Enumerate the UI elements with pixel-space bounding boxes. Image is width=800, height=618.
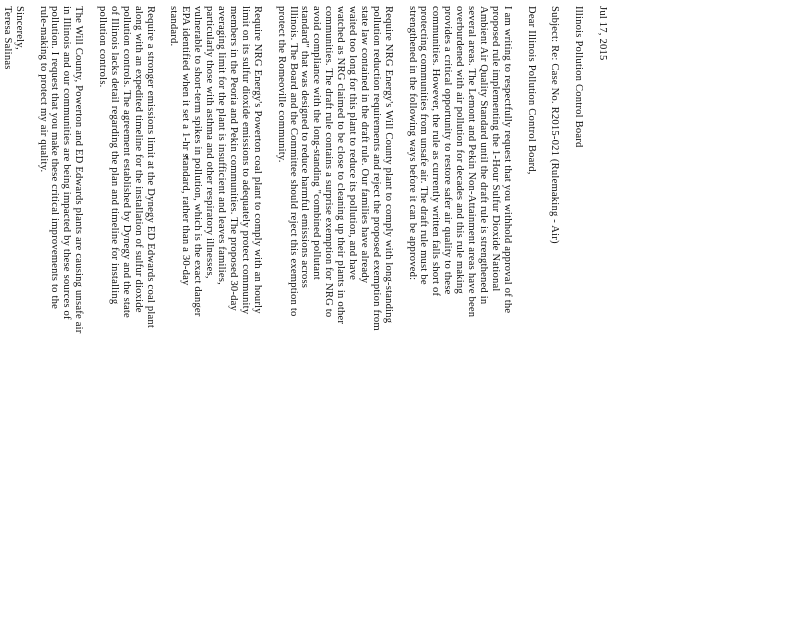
text-line: Require a stronger emissions limit at the Dynegy ED Edwards coal plant (144, 6, 156, 329)
text-line: proposed rule implementing the 1-Hour Sulfur Dioxide National (489, 6, 501, 292)
paragraph-ed-edwards (96, 6, 156, 606)
text-line: communities. However, the rule as currently written falls short of (430, 6, 442, 297)
text-line: in Illinois and our communities are being impacted by these sources of (61, 6, 73, 320)
text-line: watched as NRG claimed to be close to cleaning up their plants in other (335, 6, 347, 325)
text-line: of Illinois lacks detail regarding the plan and timeline for installing (108, 6, 120, 305)
text-line: state law contained in the draft rule. Our families have already (358, 6, 370, 284)
paragraph-intro (406, 6, 513, 606)
text-line: Illinois. The Board and the Committee should reject this exemption to (287, 6, 299, 317)
text-line: Require NRG Energy's Powerton coal plant to comply with an hourly (251, 6, 263, 314)
text-line: pollution reduction requirements and reject the proposed exemption from (370, 6, 382, 331)
letter-subject: Subject: Re: Case No. R2015-021 (Rulemaking - Air) (549, 6, 561, 244)
text-line: I am writing to respectfully request that you withhold approval of the (501, 6, 513, 314)
text-line: averaging limit for the plant is insufficient and leaves families, (216, 6, 228, 285)
letter-date: Jul 17, 2015 (597, 6, 608, 61)
text-line: along with an expedited timeline for the installation of sulfur dioxide (132, 6, 144, 313)
text-line: rule-making to protect my air quality. (37, 6, 49, 173)
letter-recipient: Illinois Pollution Control Board (573, 6, 585, 148)
text-line: pollution. I request that you make these critical improvements to the (49, 6, 61, 309)
letter-closing: Sincerely, (13, 6, 25, 50)
text-line: standard. (168, 6, 180, 47)
text-line: limit on its sulfur dioxide emissions to adequately protect community (239, 6, 251, 315)
text-line: protect the Romeoville community. (275, 6, 287, 163)
text-line: strengthened in the following ways before it can be approved: (406, 6, 418, 281)
letter-signature: Teresa Salinas (1, 6, 13, 70)
text-line: protecting communities from unsafe air. The draft rule must be (418, 6, 430, 285)
paragraph-conclusion (37, 6, 85, 606)
text-line: EPA identified when it set a 1-hr standard, rather than a 30-day (180, 6, 192, 286)
text-line: particularly those with asthma and other respiratory illnesses, (204, 6, 216, 279)
text-line: vulnerable to short-term spikes in pollution, which is the exact danger (192, 6, 204, 317)
text-line: waited too long for this plant to reduce its pollution, and have (347, 6, 359, 281)
text-line: Require NRG Energy's Will County plant to comply with long-standing (382, 6, 394, 324)
text-line: communities. The draft rule contains a surprise exemption for NRG to (323, 6, 335, 318)
text-line: Ambient Air Quality Standard until the draft rule is strengthened in (478, 6, 489, 305)
text-line: The Will County, Powerton and ED Edwards plants are causing unsafe air (73, 6, 85, 334)
text-line: several areas. The Lemont and Pekin Non-Attainment areas have been (466, 6, 478, 318)
text-line: overburdened with air pollution for decades and this rule making (454, 6, 466, 294)
paragraph-powerton (168, 6, 263, 606)
text-line: members in the Peoria and Pekin communities. The proposed 30-day (228, 6, 239, 312)
text-line: avoid compliance with the long-standing "combined pollutant (311, 6, 323, 280)
letter-body (1, 6, 608, 606)
text-line: pollution controls. The agreement established by Dynegy and the state (120, 6, 132, 318)
text-line: provides a critical opportunity to restore safer air quality to these (442, 6, 454, 295)
paragraph-will-county (275, 6, 394, 606)
text-line: pollution controls. (97, 6, 109, 88)
text-line: standard" that was designed to reduce harmful emissions across (299, 6, 311, 289)
letter-salutation: Dear Illinois Pollution Control Board, (525, 6, 537, 175)
